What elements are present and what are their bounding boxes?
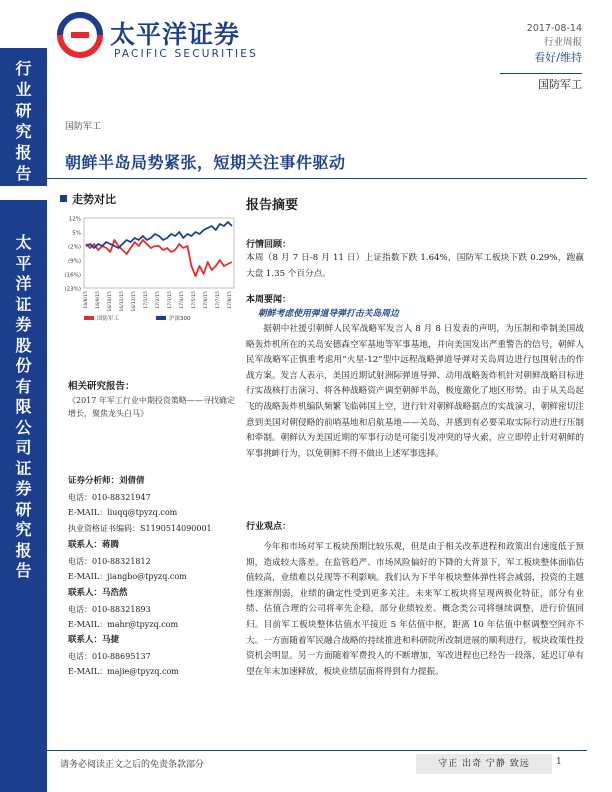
header-meta [527, 22, 582, 66]
contact-role: 联系人：马浩然 [68, 588, 128, 598]
x-tick-label: 16/11/15 [120, 291, 125, 312]
contact-email[interactable]: E-MAIL：majie@tpyzq.com [68, 667, 179, 676]
contact-phone: 电话：010-88321947 [68, 492, 151, 502]
trend-heading: 走势对比 [60, 191, 116, 207]
page-title: 朝鲜半岛局势紧张，短期关注事件驱动 [65, 153, 346, 172]
y-tick-label: (23%) [64, 286, 81, 293]
report-date: 2017-08-14 [526, 23, 582, 34]
x-tick-label: 16/10/15 [108, 291, 113, 312]
footer-disclaimer: 请务必阅读正文之后的免责条款部分 [60, 760, 205, 770]
view-text: 今年和市场对军工板块预期比较乐观，但是由于相关改革进程和政策出台速度低于预期，造成较大落差。在监管趋严、市场风险偏好的下降的大背景下，军工板块整体面临估值较高，业绩难以兑现等不利影响。我们认为下半年板块整体弹性将会减弱，投资的主题性逐渐削弱，业绩的确定性受到更多关注。未来军工板块将呈现两极化特征，部分有业绩、估值合理的公司将率先企稳，部分业绩较差、概念类公司将继续调整，进行价值回归。目前军工板块整体估值水平接近 5 年估值中枢，距离 10 年估值中枢调整空间亦不大。一方面随着军民融合战略的持续推进和科研院所改制进展的顺利进行，板块政策性投资机会明显。另一方面随着军费投入的不断增加，军改进程也已经告一段落，延迟订单有望在年末加速释放，板块业绩层面将得到有力提振。 [246, 542, 584, 677]
sidebar-company [0, 200, 47, 792]
view-heading: 行业观点： [246, 522, 292, 532]
contact-role: 联系人：蒋腾 [68, 540, 120, 550]
sidebar-top-text: 行业研究报告 [15, 59, 32, 183]
x-tick-label: 17/3/15 [168, 291, 173, 309]
summary-heading: 报告摘要 [246, 198, 299, 213]
contact-license: 执业资格证书编码：S1190514090001 [68, 523, 212, 533]
x-tick-label: 16/9/15 [96, 291, 101, 309]
y-tick-label: 5% [72, 230, 81, 237]
header-divider [500, 73, 582, 74]
sidebar-bottom-text: 太平洋证券股份有限公司证券研究报告 [15, 233, 32, 580]
report-type: 行业周报 [543, 37, 582, 48]
footer-divider [47, 750, 587, 751]
focus-text: 据朝中社援引朝鲜人民军战略军发言人 8 月 8 日发表的声明，为压制和牵制美国战略轰炸机所在的关岛安德森空军基地等军事基地，并向美国发出严重警告的信号，朝鲜人民军战略军正慎重考虑用“火星-12”型中远程战略弹道导弹对关岛周边进行包围射击的作战方案。发言人表示，美国近期试射洲际弹道导弹、动用战略轰炸机针对朝鲜战略目标进行实战核打击演习、将各种战略资产调至朝鲜半岛，极度激化了地区形势。由于从关岛起飞的战略轰炸机编队频繁飞临韩国上空，进行针对朝鲜战略据点的实战演习，朝鲜密切注意到美国对朝侵略的前哨基地和启航基地——关岛，并感到有必要采取实际行动进行压制和牵制。朝鲜认为美国近期的军事行动是可能引发冲突的导火索，应立即停止针对朝鲜的军事挑衅行为，以免朝鲜不得不做出上述军事选择。 [246, 324, 584, 459]
contact-role: 证券分析师：刘倩倩 [68, 476, 145, 486]
footer-motto: 守正 出奇 宁静 致远 [416, 754, 552, 774]
x-tick-label: 16/12/15 [132, 291, 137, 312]
trend-chart [62, 210, 237, 328]
y-tick-label: 12% [68, 216, 81, 223]
contact-mahr [68, 586, 243, 633]
x-tick-label: 17/1/15 [144, 291, 149, 309]
x-tick-label: 17/5/15 [192, 291, 197, 309]
legend-swatch [156, 316, 166, 320]
series-line-hs300 [86, 222, 232, 248]
legend-swatch [84, 316, 94, 320]
contact-email[interactable]: E-MAIL：liuqq@tpyzq.com [68, 508, 178, 517]
sector-tag: 国防军工 [65, 122, 102, 132]
company-name-en: PACIFIC SECURITIES [114, 48, 259, 60]
x-tick-label: 17/6/15 [204, 291, 209, 309]
x-tick-label: 17/4/15 [180, 291, 185, 309]
contact-role: 联系人：马捷 [68, 635, 120, 645]
contact-phone: 电话：010-88321812 [68, 556, 151, 566]
related-heading: 相关研究报告： [68, 381, 135, 392]
company-name-cn: 太平洋证券 [110, 20, 241, 49]
series-line-defense [86, 240, 232, 276]
market-heading: 行情回顾： [246, 240, 292, 250]
x-tick-label: 16/8/15 [84, 291, 89, 309]
focus-subheading: 朝鲜考虑使用弹道导弹打击关岛周边 [258, 309, 399, 319]
legend-label: 国防军工 [97, 316, 120, 322]
contact-email[interactable]: E-MAIL：mahr@tpyzq.com [68, 620, 179, 629]
x-tick-label: 17/8/15 [228, 291, 233, 309]
company-logo-icon [57, 12, 103, 58]
chart-plot-area [84, 218, 234, 288]
rating: 看好/维持 [534, 51, 582, 64]
contact-phone: 电话：010-88321893 [68, 604, 151, 614]
related-report: 《2017 年军工行业中期投资策略——寻找确定增长，聚焦龙头白马》 [68, 396, 235, 418]
x-tick-label: 17/2/15 [156, 291, 161, 309]
contact-phone: 电话：010-88695137 [68, 651, 151, 661]
focus-heading: 本周要闻： [246, 295, 292, 305]
title-divider [47, 178, 587, 179]
y-tick-label: (16%) [64, 272, 81, 279]
page-number: 1 [556, 757, 562, 767]
contact-email[interactable]: E-MAIL：jiangbo@tpyzq.com [68, 572, 187, 581]
sidebar-report-category [0, 48, 47, 186]
contact-jiang [68, 538, 243, 585]
legend-label: 沪深300 [169, 316, 191, 322]
contact-majie [68, 633, 243, 680]
header-sector: 国防军工 [538, 78, 582, 91]
x-tick-label: 17/7/15 [216, 291, 221, 309]
contact-analyst [68, 474, 243, 536]
y-tick-label: (9%) [67, 258, 81, 265]
market-text: 本周（8 月 7 日-8 月 11 日）上证指数下跌 1.64%，国防军工板块下跌 0.29%，跑赢大盘 1.35 个百分点。 [246, 253, 584, 279]
y-tick-label: (2%) [67, 244, 81, 251]
